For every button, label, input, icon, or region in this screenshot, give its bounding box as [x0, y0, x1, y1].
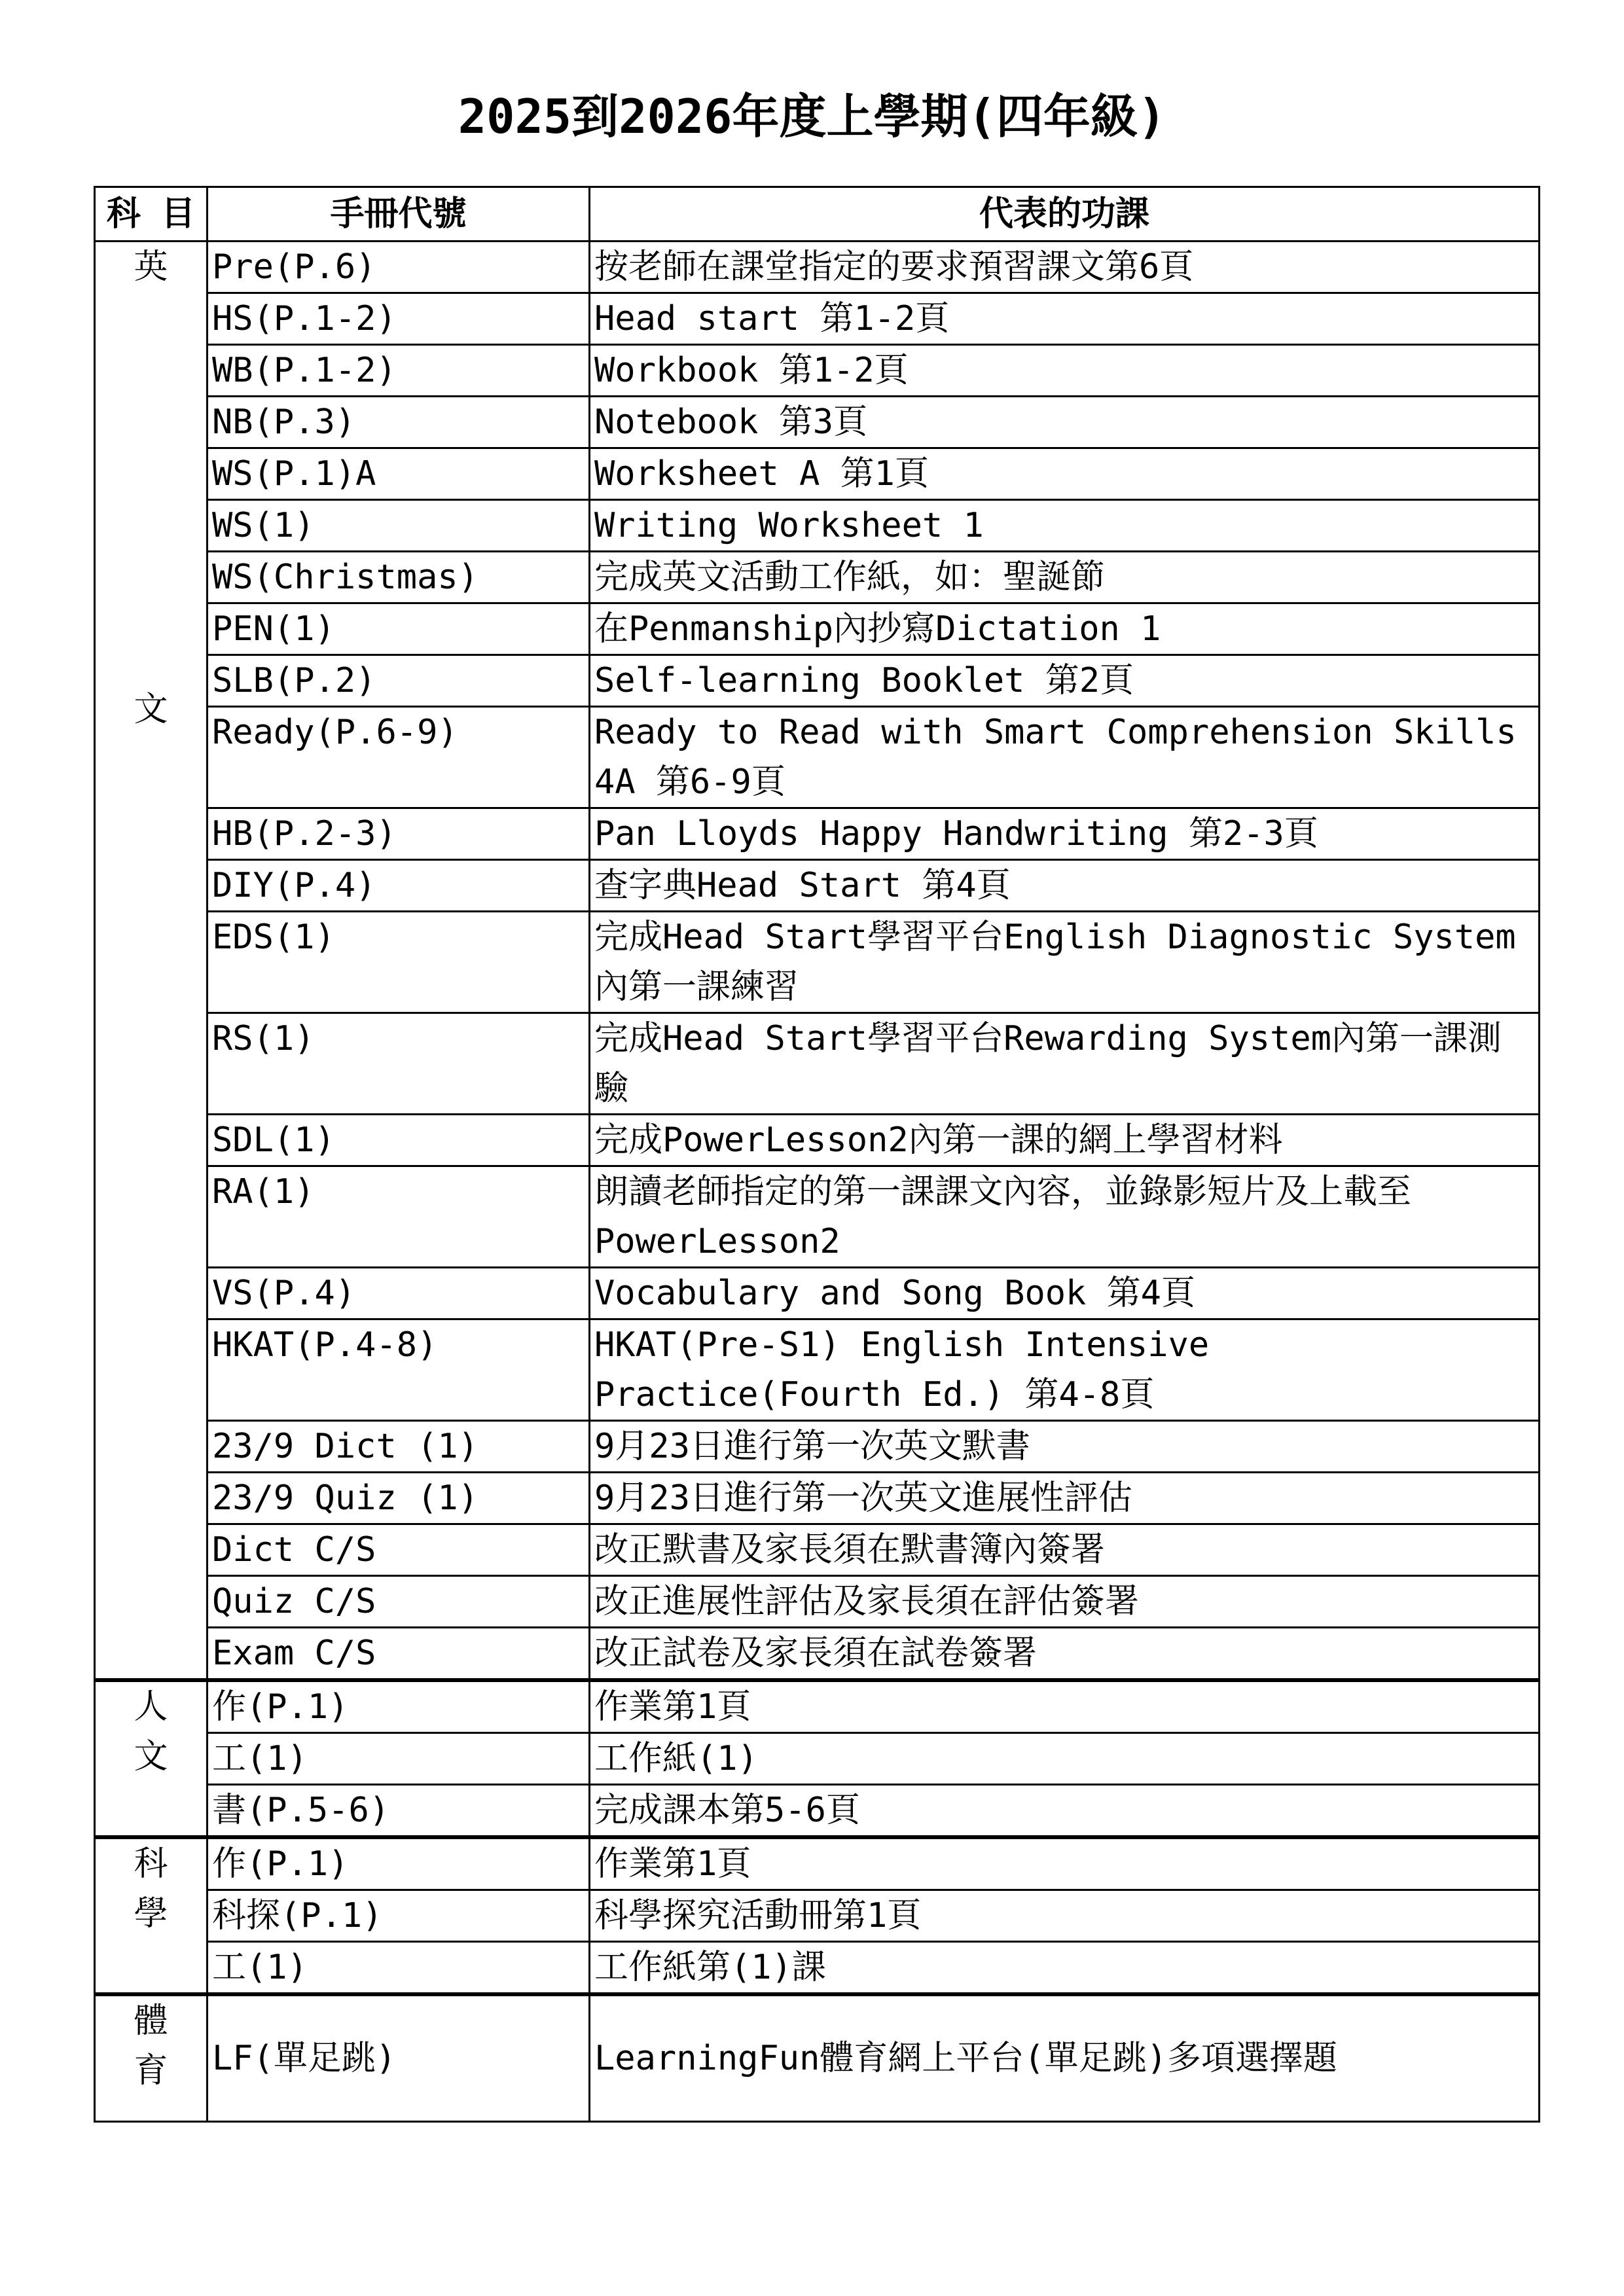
- homework-code: WS(P.1)A: [208, 448, 590, 500]
- homework-code: VS(P.4): [208, 1268, 590, 1319]
- homework-code: 工(1): [208, 1942, 590, 1995]
- homework-code: Dict C/S: [208, 1524, 590, 1576]
- subject-cell-humanities: [95, 1680, 208, 1837]
- homework-description: 作業第1頁: [590, 1837, 1540, 1890]
- subject-char: 體: [134, 2001, 168, 2041]
- homework-description: HKAT(Pre-S1) English Intensive Practice(Fourth Ed.) 第4-8頁: [590, 1319, 1540, 1421]
- homework-code: Quiz C/S: [208, 1576, 590, 1628]
- homework-description: 改正默書及家長須在默書簿內簽署: [590, 1524, 1540, 1576]
- homework-description: 工作紙(1): [590, 1733, 1540, 1785]
- homework-description: 完成課本第5-6頁: [590, 1785, 1540, 1838]
- table-row: [95, 552, 1540, 603]
- homework-description: Pan Lloyds Happy Handwriting 第2-3頁: [590, 808, 1540, 860]
- homework-description: Vocabulary and Song Book 第4頁: [590, 1268, 1540, 1319]
- homework-description: 完成Head Start學習平台Rewarding System內第一課測驗: [590, 1013, 1540, 1115]
- homework-description: Head start 第1-2頁: [590, 293, 1540, 345]
- homework-description: Writing Worksheet 1: [590, 500, 1540, 552]
- homework-description: 完成Head Start學習平台English Diagnostic System內第一課練習: [590, 912, 1540, 1013]
- homework-code: 作(P.1): [208, 1680, 590, 1733]
- homework-description: 朗讀老師指定的第一課課文內容，並錄影短片及上載至PowerLesson2: [590, 1166, 1540, 1268]
- homework-code: HS(P.1-2): [208, 293, 590, 345]
- table-row: [95, 1319, 1540, 1421]
- homework-description: 改正試卷及家長須在試卷簽署: [590, 1628, 1540, 1681]
- homework-code: NB(P.3): [208, 397, 590, 448]
- homework-table: [94, 186, 1540, 2123]
- homework-code: 23/9 Dict (1): [208, 1421, 590, 1473]
- homework-code: Pre(P.6): [208, 242, 590, 293]
- table-row: [95, 1115, 1540, 1166]
- table-row: [95, 1733, 1540, 1785]
- homework-code: HB(P.2-3): [208, 808, 590, 860]
- homework-code: WS(1): [208, 500, 590, 552]
- header-code: 手冊代號: [208, 187, 590, 242]
- table-row: [95, 397, 1540, 448]
- table-row: [95, 603, 1540, 655]
- table-row: [95, 1837, 1540, 1890]
- homework-code: Exam C/S: [208, 1628, 590, 1681]
- homework-description: 9月23日進行第一次英文默書: [590, 1421, 1540, 1473]
- header-desc: 代表的功課: [590, 187, 1540, 242]
- homework-code: 科探(P.1): [208, 1890, 590, 1942]
- subject-char: 文: [134, 690, 168, 729]
- homework-code: RS(1): [208, 1013, 590, 1115]
- subject-char: 科: [134, 1844, 168, 1884]
- subject-char: 人: [134, 1687, 168, 1727]
- subject-char: 文: [134, 1737, 168, 1776]
- table-row: [95, 345, 1540, 397]
- subject-cell-english: [95, 242, 208, 1681]
- homework-description: 完成PowerLesson2內第一課的網上學習材料: [590, 1115, 1540, 1166]
- homework-code: 工(1): [208, 1733, 590, 1785]
- homework-code: 作(P.1): [208, 1837, 590, 1890]
- table-row: [95, 1576, 1540, 1628]
- homework-code: 書(P.5-6): [208, 1785, 590, 1838]
- homework-description: 改正進展性評估及家長須在評估簽署: [590, 1576, 1540, 1628]
- table-row: [95, 1942, 1540, 1995]
- homework-description: LearningFun體育網上平台(單足跳)多項選擇題: [590, 1994, 1540, 2122]
- header-subject: 科 目: [95, 187, 208, 242]
- homework-description: Worksheet A 第1頁: [590, 448, 1540, 500]
- table-row: [95, 1473, 1540, 1524]
- table-row: [95, 293, 1540, 345]
- subject-cell-pe: [95, 1994, 208, 2122]
- table-row: [95, 1994, 1540, 2122]
- table-row: [95, 860, 1540, 912]
- subject-char: 英: [134, 247, 168, 287]
- homework-description: 完成英文活動工作紙，如：聖誕節: [590, 552, 1540, 603]
- homework-code: HKAT(P.4-8): [208, 1319, 590, 1421]
- homework-description: Ready to Read with Smart Comprehension Skills 4A 第6-9頁: [590, 707, 1540, 808]
- subject-char: 育: [134, 2051, 168, 2090]
- homework-code: EDS(1): [208, 912, 590, 1013]
- table-row: [95, 808, 1540, 860]
- table-row: [95, 1680, 1540, 1733]
- table-row: [95, 1268, 1540, 1319]
- table-row: [95, 1166, 1540, 1268]
- table-row: [95, 1524, 1540, 1576]
- homework-code: SDL(1): [208, 1115, 590, 1166]
- table-row: [95, 1013, 1540, 1115]
- table-row: [95, 1628, 1540, 1681]
- table-row: [95, 448, 1540, 500]
- homework-description: 科學探究活動冊第1頁: [590, 1890, 1540, 1942]
- homework-code: WS(Christmas): [208, 552, 590, 603]
- table-row: [95, 1785, 1540, 1838]
- table-header-row: [95, 187, 1540, 242]
- homework-description: Notebook 第3頁: [590, 397, 1540, 448]
- subject-char: 學: [134, 1894, 168, 1933]
- homework-code: RA(1): [208, 1166, 590, 1268]
- homework-description: 9月23日進行第一次英文進展性評估: [590, 1473, 1540, 1524]
- table-row: [95, 912, 1540, 1013]
- homework-code: LF(單足跳): [208, 1994, 590, 2122]
- page-title: 2025到2026年度上學期(四年級): [458, 89, 1166, 144]
- subject-cell-science: [95, 1837, 208, 1994]
- table-row: [95, 655, 1540, 707]
- homework-description: 作業第1頁: [590, 1680, 1540, 1733]
- homework-code: Ready(P.6-9): [208, 707, 590, 808]
- homework-code: PEN(1): [208, 603, 590, 655]
- homework-description: 按老師在課堂指定的要求預習課文第6頁: [590, 242, 1540, 293]
- table-row: [95, 707, 1540, 808]
- table-row: [95, 1890, 1540, 1942]
- table-row: [95, 500, 1540, 552]
- table-body: [95, 242, 1540, 2122]
- homework-description: Self-learning Booklet 第2頁: [590, 655, 1540, 707]
- homework-description: 在Penmanship內抄寫Dictation 1: [590, 603, 1540, 655]
- table-row: [95, 242, 1540, 293]
- homework-description: Workbook 第1-2頁: [590, 345, 1540, 397]
- homework-code: WB(P.1-2): [208, 345, 590, 397]
- homework-code: 23/9 Quiz (1): [208, 1473, 590, 1524]
- homework-description: 查字典Head Start 第4頁: [590, 860, 1540, 912]
- table-row: [95, 1421, 1540, 1473]
- homework-code: SLB(P.2): [208, 655, 590, 707]
- homework-code: DIY(P.4): [208, 860, 590, 912]
- homework-description: 工作紙第(1)課: [590, 1942, 1540, 1995]
